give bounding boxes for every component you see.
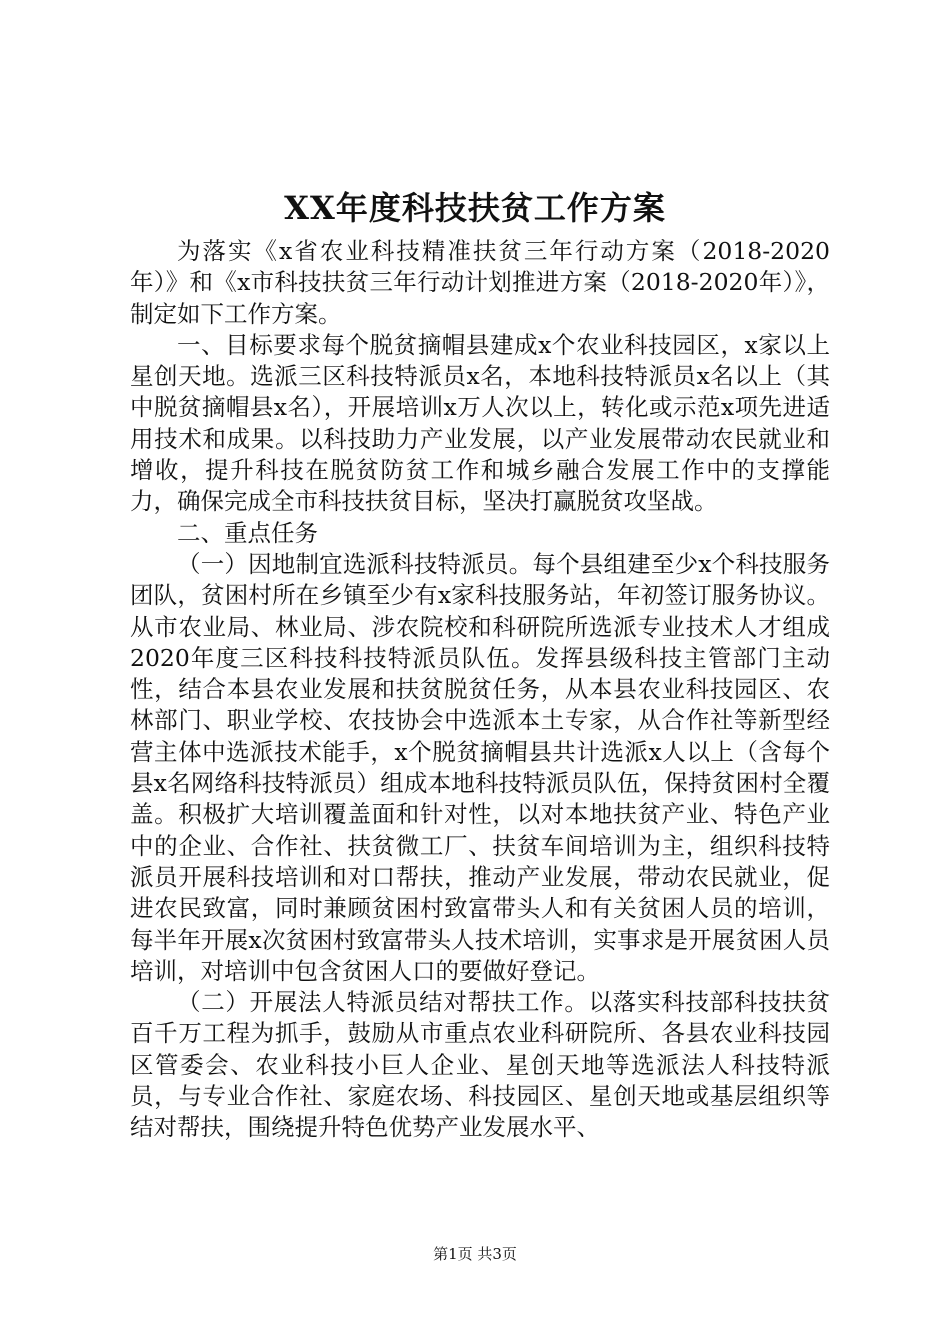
document-body — [130, 236, 830, 1144]
document-title: XX年度科技扶贫工作方案 — [284, 189, 666, 227]
paragraph-goals: 一、目标要求每个脱贫摘帽县建成x个农业科技园区，x家以上星创天地。选派三区科技特派员x名，本地科技特派员x名以上（其中脱贫摘帽县x名），开展培训x万人次以上，转化或示范x项先进适用技术和成果。以科技助力产业发展，以产业发展带动农民就业和增收，提升科技在脱贫防贫工作和城乡融合发展工作中的支撑能力，确保完成全市科技扶贫目标，坚决打赢脱贫攻坚战。 — [130, 330, 830, 516]
section-heading-key-tasks: 二、重点任务 — [177, 518, 318, 547]
page-footer: 第1页 共3页 — [433, 1245, 517, 1263]
paragraph-task-2: （二）开展法人特派员结对帮扶工作。以落实科技部科技扶贫百千万工程为抓手，鼓励从市重点农业科研院所、各县农业科技园区管委会、农业科技小巨人企业、星创天地等选派法人科技特派员，与专业合作社、家庭农场、科技园区、星创天地或基层组织等结对帮扶，围绕提升特色优势产业发展水平、 — [130, 988, 830, 1142]
paragraph-task-1: （一）因地制宜选派科技特派员。每个县组建至少x个科技服务团队，贫困村所在乡镇至少有x家科技服务站，年初签订服务协议。从市农业局、林业局、涉农院校和科研院所选派专业技术人才组成2020年度三区科技科技特派员队伍。发挥县级科技主管部门主动性，结合本县农业发展和扶贫脱贫任务，从本县农业科技园区、农林部门、职业学校、农技协会中选派本土专家，从合作社等新型经营主体中选派技术能手，x个脱贫摘帽县共计选派x人以上（含每个县x名网络科技特派员）组成本地科技特派员队伍，保持贫困村全覆盖。积极扩大培训覆盖面和针对性，以对本地扶贫产业、特色产业中的企业、合作社、扶贫微工厂、扶贫车间培训为主，组织科技特派员开展科技培训和对口帮扶，推动产业发展，带动农民就业，促进农民致富，同时兼顾贫困村致富带头人和有关贫困人员的培训，每半年开展x次贫困村致富带头人技术培训，实事求是开展贫困人员培训，对培训中包含贫困人口的要做好登记。 — [130, 549, 830, 985]
paragraph-intro: 为落实《x省农业科技精准扶贫三年行动方案（2018-2020年）》和《x市科技扶贫三年行动计划推进方案（2018-2020年）》，制定如下工作方案。 — [130, 237, 830, 328]
